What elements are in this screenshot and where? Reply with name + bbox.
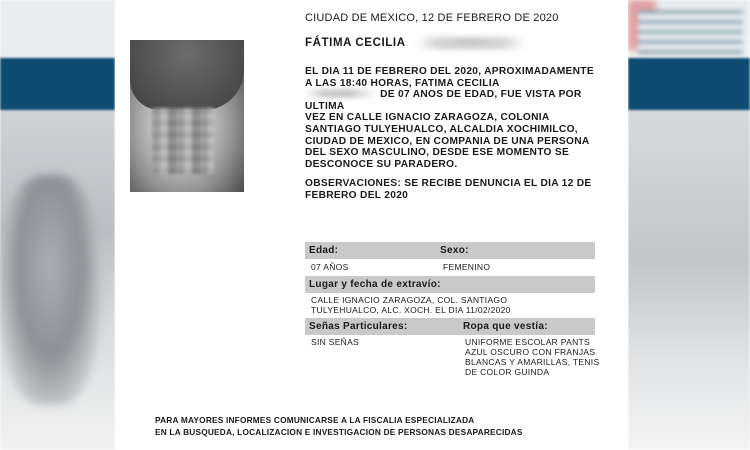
ropa-value-line: UNIFORME ESCOLAR PANTS (465, 337, 590, 347)
senas-value: SIN SEÑAS (311, 337, 360, 347)
observations-line: FEBRERO DEL 2020 (305, 189, 409, 201)
sexo-label: Sexo: (440, 245, 469, 256)
person-photo (130, 40, 244, 192)
lugar-value (311, 295, 511, 315)
ropa-value-line: DE COLOR GUINDA (465, 367, 550, 377)
ropa-value (465, 337, 599, 377)
ropa-value-line: AZUL OSCURO CON FRANJAS (465, 347, 596, 357)
description-line: CIUDAD DE MEXICO, EN COMPANIA DE UNA PERSONA (305, 135, 590, 147)
description-line: DE 07 ANOS DE EDAD, FUE VISTA POR ULTIMA (305, 89, 582, 112)
description-line: DEL SEXO MASCULINO, DESDE ESE MOMENTO SE (305, 147, 570, 159)
edad-label: Edad: (309, 245, 339, 256)
poster-date: CIUDAD DE MEXICO, 12 DE FEBRERO DE 2020 (305, 12, 559, 24)
blurred-background-face (0, 175, 100, 405)
band-lugar (305, 276, 595, 293)
photo-hair (130, 40, 244, 110)
description-line: A LAS 18:40 HORAS, FATIMA CECILIA (305, 77, 500, 89)
footer-line: EN LA BUSQUEDA, LOCALIZACION E INVESTIGACION DE PERSONAS DESAPARECIDAS (155, 426, 523, 437)
blurred-background-stripes (638, 10, 743, 55)
senas-label: Señas Particulares: (309, 321, 408, 332)
footer-line: PARA MAYORES INFORMES COMUNICARSE A LA FISCALIA ESPECIALIZADA (155, 415, 475, 425)
ropa-value-line: BLANCAS Y AMARILLAS, TENIS (465, 357, 600, 367)
blurred-background-right (628, 0, 750, 450)
lugar-label: Lugar y fecha de extravío: (309, 279, 441, 290)
redacted-surname (415, 37, 525, 49)
description-line: VEZ EN CALLE IGNACIO ZARAGOZA, COLONIA (305, 112, 550, 124)
sexo-value: FEMENINO (443, 262, 491, 272)
observations-line: OBSERVACIONES: SE RECIBE DENUNCIA EL DIA 12 DE (305, 178, 592, 190)
footer-contact (155, 415, 523, 438)
person-name: FÁTIMA CECILIA (305, 37, 406, 49)
lugar-value-line: CALLE IGNACIO ZARAGOZA, COL. SANTIAGO (311, 295, 508, 305)
description-text (305, 66, 605, 210)
description-line: SANTIAGO TULYEHUALCO, ALCALDIA XOCHIMILCO, (305, 123, 578, 135)
ropa-label: Ropa que vestía: (463, 321, 548, 332)
redacted-inline (305, 89, 377, 98)
edad-value: 07 AÑOS (311, 262, 349, 272)
description-line: EL DIA 11 DE FEBRERO DEL 2020, APROXIMADAMENTE (305, 66, 594, 77)
pixelated-face (152, 108, 214, 174)
lugar-value-line: TULYEHUALCO, ALC. XOCH. EL DIA 11/02/2020 (311, 305, 511, 315)
blurred-background-left (0, 0, 115, 450)
band-senas-ropa (305, 318, 595, 335)
missing-person-poster (115, 0, 628, 450)
description-line: DESCONOCE SU PARADERO. (305, 158, 458, 170)
band-edad-sexo (305, 242, 595, 259)
